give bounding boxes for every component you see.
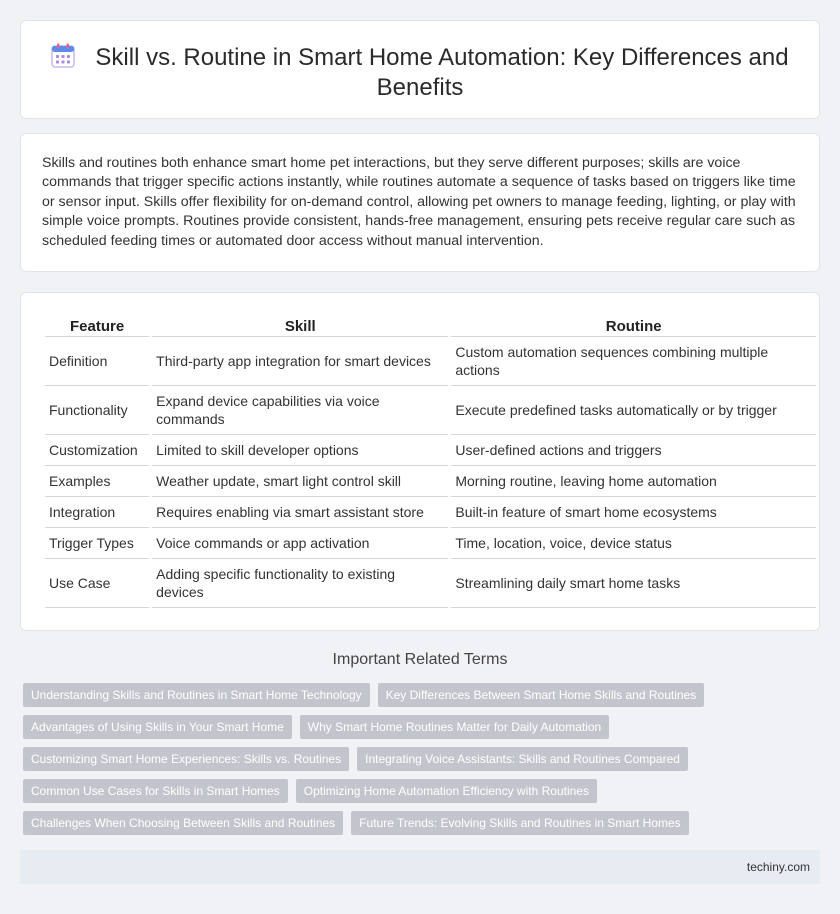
table-row — [45, 497, 816, 528]
comparison-card — [20, 292, 820, 631]
related-terms-list — [23, 683, 713, 835]
cell-feature: Functionality — [45, 386, 149, 435]
cell-feature: Examples — [45, 466, 149, 497]
comparison-table — [42, 313, 819, 608]
header-card — [20, 20, 820, 119]
table-row — [45, 435, 816, 466]
cell-routine: Execute predefined tasks automatically or by trigger — [451, 386, 816, 435]
cell-feature: Definition — [45, 337, 149, 386]
cell-feature: Integration — [45, 497, 149, 528]
related-terms-title: Important Related Terms — [332, 651, 508, 668]
table-header-row — [45, 313, 816, 337]
related-term-link[interactable]: Optimizing Home Automation Efficiency with Routines — [296, 779, 597, 803]
page-title — [21, 43, 819, 103]
cell-skill: Weather update, smart light control skill — [152, 466, 448, 497]
footer-site-name: techiny.com — [746, 860, 810, 874]
cell-routine: User-defined actions and triggers — [451, 435, 816, 466]
table-row — [45, 559, 816, 608]
header-feature: Feature — [45, 313, 149, 337]
cell-feature: Customization — [45, 435, 149, 466]
intro-paragraph: Skills and routines both enhance smart home pet interactions, but they serve different purposes; skills are voice commands that trigger specific actions instantly, while routines automate a sequence of tasks based on triggers like time or sensor input. Skills offer flexibility for on-demand control, allowing pet owners to manage feeding, lighting, or play with simple voice prompts. Routines provide consistent, hands-free management, ensuring pets receive regular care such as scheduled feeding times or automated door access without manual intervention. — [42, 155, 796, 249]
related-term-link[interactable]: Understanding Skills and Routines in Smart Home Technology — [23, 683, 370, 707]
cell-routine: Streamlining daily smart home tasks — [451, 559, 816, 608]
cell-skill: Expand device capabilities via voice commands — [152, 386, 448, 435]
related-term-link[interactable]: Challenges When Choosing Between Skills and Routines — [23, 811, 343, 835]
page-title-text: Skill vs. Routine in Smart Home Automation: Key Differences and Benefits — [95, 44, 789, 101]
related-term-link[interactable]: Future Trends: Evolving Skills and Routines in Smart Homes — [351, 811, 688, 835]
cell-skill: Third-party app integration for smart devices — [152, 337, 448, 386]
related-term-link[interactable]: Integrating Voice Assistants: Skills and Routines Compared — [357, 747, 688, 771]
related-term-link[interactable]: Advantages of Using Skills in Your Smart Home — [23, 715, 292, 739]
table-row — [45, 386, 816, 435]
cell-skill: Voice commands or app activation — [152, 528, 448, 559]
calendar-icon — [51, 43, 75, 69]
cell-feature: Use Case — [45, 559, 149, 608]
cell-routine: Custom automation sequences combining multiple actions — [451, 337, 816, 386]
cell-routine: Morning routine, leaving home automation — [451, 466, 816, 497]
cell-feature: Trigger Types — [45, 528, 149, 559]
intro-card — [20, 133, 820, 272]
footer-bar — [20, 850, 820, 884]
cell-skill: Adding specific functionality to existing devices — [152, 559, 448, 608]
related-term-link[interactable]: Why Smart Home Routines Matter for Daily Automation — [300, 715, 609, 739]
table-row — [45, 528, 816, 559]
header-routine: Routine — [451, 313, 816, 337]
cell-skill: Limited to skill developer options — [152, 435, 448, 466]
table-row — [45, 466, 816, 497]
related-term-link[interactable]: Common Use Cases for Skills in Smart Homes — [23, 779, 288, 803]
related-term-link[interactable]: Customizing Smart Home Experiences: Skills vs. Routines — [23, 747, 349, 771]
cell-routine: Built-in feature of smart home ecosystems — [451, 497, 816, 528]
cell-skill: Requires enabling via smart assistant store — [152, 497, 448, 528]
header-skill: Skill — [152, 313, 448, 337]
cell-routine: Time, location, voice, device status — [451, 528, 816, 559]
related-term-link[interactable]: Key Differences Between Smart Home Skills and Routines — [378, 683, 705, 707]
table-row — [45, 337, 816, 386]
